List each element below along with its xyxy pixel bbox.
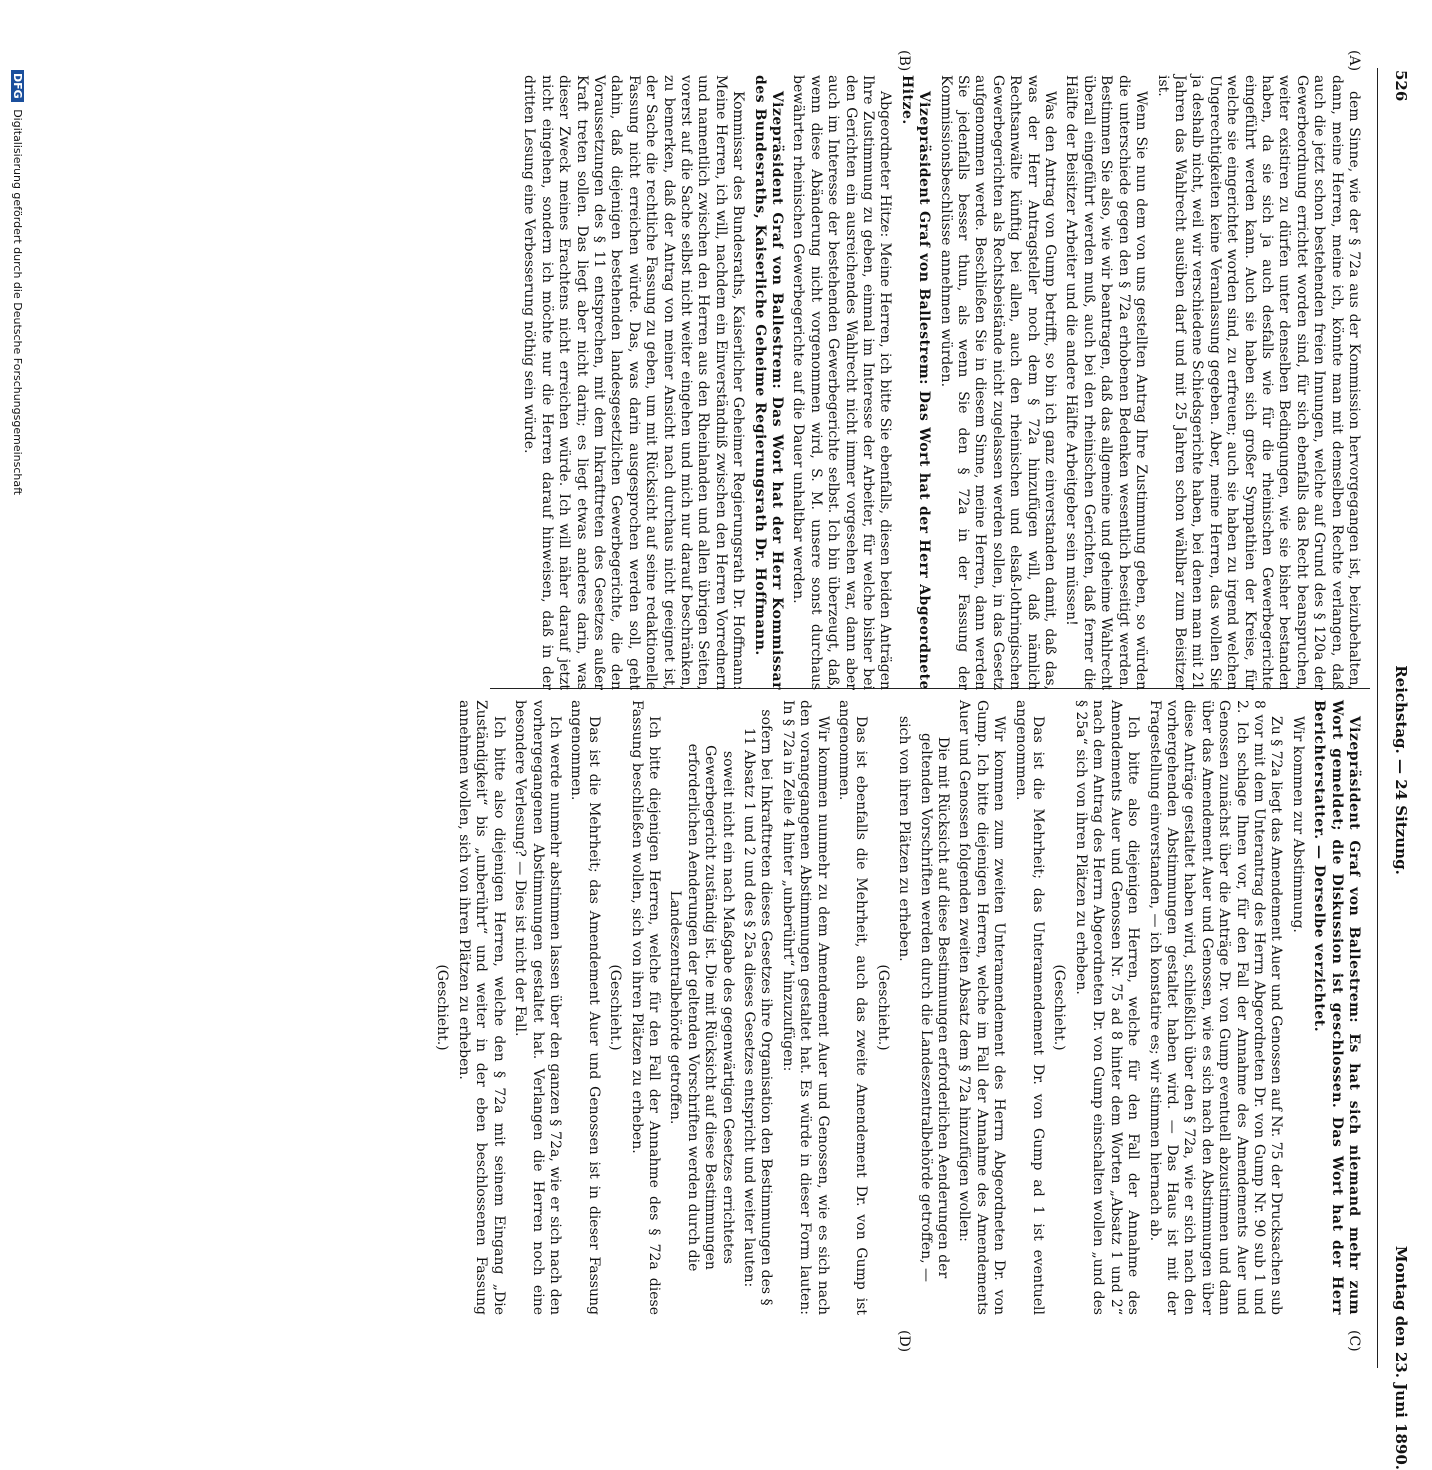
- right-column-paragraph: Wir kommen nunmehr zu dem Amendement Auer und Genossen, wie es sich nach den vorangegangenen Abstimmungen gestaltet hat. Es würde in dieser Form lauten: In § 72a in Zeile 4 hinter „unberührt“ hinzuzufügen:: [779, 700, 831, 1315]
- session-date: Montag den 23. Juni 1890.: [1392, 1245, 1410, 1470]
- left-column-paragraph: Was den Antrag von Gump betrifft, so bin ich ganz einverstanden damit, daß das, was der Herr Antragsteller noch dem § 72a hinzufügen will, daß nämlich Rechtsanwälte künftig bei allen, auch den rheinischen und elsaß-lothringischen Gewerbegerichten als Rechtsbeistände nicht zugelassen werden sollen, in das Gesetz aufgenommen werde. Beschließen Sie in diesem Sinne, meine Herren, dann werden Sie jedenfalls besser thun, als wenn Sie den § 72a in der Fassung der Kommissionsbeschlüsse annehmen würden.: [937, 75, 1059, 690]
- left-column-paragraph: Vizepräsident Graf von Ballestrem: Das Wort hat der Herr Kommissar des Bundesraths, Kaiserliche Geheime Regierungsrath Dr. Hoffmann.: [751, 75, 785, 690]
- right-column-paragraph: Das ist ebenfalls die Mehrheit, auch das zweite Amendement Dr. von Gump ist angenommen.: [836, 700, 870, 1315]
- right-column-paragraph: Vizepräsident Graf von Ballestrem: Es hat sich niemand mehr zum Wort gemeldet; die Diskussion ist geschlossen. Das Wort hat der Herr Berichterstatter. — Derselbe verzichtet.: [1311, 700, 1362, 1315]
- left-column-paragraph: Vizepräsident Graf von Ballestrem: Das Wort hat der Herr Abgeordnete Hitze.: [898, 75, 933, 690]
- footer-text: Digitalisierung gefördert durch die Deutsche Forschungsgemeinschaft: [11, 109, 24, 496]
- right-column-paragraph: sich von ihren Plätzen zu erheben.: [896, 716, 913, 962]
- dfg-logo: DFG: [11, 70, 24, 102]
- left-column-paragraph: dem Sinne, wie der § 72a aus der Kommission hervorgegangen ist, beizubehalten, dann, meine Herren, meine ich, könnte man mit demselben Rechte verlangen, daß auch die jetzt schon bestehenden freien Innungen, welche auf Grund des § 120a der Gewerbeordnung errichtet worden sind, für sich ebenfalls das Recht beanspruchen, weiter existiren zu dürfen unter denselben Bedingungen, wie sie bisher bestanden haben, da sie sich ja auch desfalls wie für die rheinischen Gewerbegerichte eingeführt werden kann. Auch sie haben sich großer Sympathien der Kreise, für welche sie eingerichtet worden sind, zu erfreuen; auch sie haben zu irgend welchen Ungerechtigkeiten keine Veranlassung gegeben. Aber, meine Herren, das wollen Sie ja deshalb nicht, weil wir verschiedene Schiedsgerichte haben, bei denen man mit 21 Jahren das Wahlrecht ausüben darf und mit 25 Jahren schon wählbar zum Beisitzer ist.: [1154, 75, 1362, 690]
- right-column-paragraph: (Geschieht.): [434, 964, 451, 1051]
- right-column-paragraph: Ich werde nunmehr abstimmen lassen über den ganzen § 72a, wie er sich nach den vorhergegangenen Abstimmungen gestaltet hat. Verlangen die Herren noch eine besondere Verlesung? — Dies ist nicht der Fall.: [512, 700, 563, 1315]
- page-title: Reichstag. — 24 Sitzung.: [1392, 665, 1410, 875]
- right-column-paragraph: Zu § 72a liegt das Amendement Auer und Genossen auf Nr. 75 der Drucksachen sub 8 vor mit dem Unterantrag des Herrn Abgeordneten Dr. von Gump Nr. 90 sub 1 und 2. Ich schlage Ihnen vor, für den Fall der Annahme des Amendements Auer und Genossen zunächst über die Anträge Dr. von Gump eventuell abzustimmen und dann über das Amendement Auer und Genossen, wie es sich nach den Abstimmungen über diese Anträge gestaltet haben wird, schließlich über den § 72a, wie er sich nach den vorhergehenden Abstimmungen gestaltet haben wird. — Das Haus ist mit der Fragestellung einverstanden, — ich konstatire es; wir stimmen hiernach ab.: [1146, 700, 1285, 1315]
- right-column-paragraph: Wir kommen zur Abstimmung.: [1289, 716, 1306, 933]
- left-column-paragraph: Abgeordneter Hitze: Meine Herren, ich bitte Sie ebenfalls, diesen beiden Anträgen Ihre Zustimmung zu geben, einmal im Interesse der Arbeiter, für welche bisher bei den Gerichten ein ausreichendes Wahlrecht nicht immer vorgesehen war, dann aber auch im Interesse der bestehenden Gewerbegerichte selbst. Ich bin überzeugt, daß, wenn diese Abänderung nicht vorgenommen wird, S. M. unsere sonst durchaus bewährten rheinischen Gewerbegerichte auf die Dauer unhaltbar werden.: [790, 75, 894, 690]
- left-column-paragraph: Wenn Sie nun dem von uns gestellten Antrag Ihre Zustimmung geben, so würden die unterschiede gegen den § 72a erhobenen Bedenken wesentlich beseitigt werden. Bestimmen Sie also, wie wir beantragen, daß das allgemeine und geheime Wahlrecht überall eingeführt werden muß, auch bei den rheinischen Gerichten, daß ferner die Hälfte der Beisitzer Arbeiter und die andere Hälfte Arbeitgeber sein müssen!: [1063, 75, 1150, 690]
- left-column: [516, 75, 1362, 690]
- right-column-paragraph: Ich bitte also diejenigen Herren, welche für den Fall der Annahme des Amendements Auer und Genossen Nr. 75 ad 8 hinter dem Worten „Absatz 1 und 2“ nach dem Antrag des Herrn Abgeordneten Dr. von Gump einschalten wollen „und des § 25a“ sich von ihren Plätzen zu erheben.: [1072, 700, 1142, 1315]
- right-column-paragraph: Das ist die Mehrheit; das Amendement Auer und Genossen ist in dieser Fassung angenommen.: [568, 700, 602, 1315]
- right-column-paragraph: sofern bei Inkrafttreten dieses Gesetzes ihre Organisation den Bestimmungen des § 11 Absatz 1 und 2 und des § 25a dieses Gesetzes entspricht und weiter lauten:: [741, 709, 775, 1306]
- margin-marker-c: (C): [1346, 1330, 1362, 1352]
- right-column-paragraph: soweit nicht ein nach Maßgabe des gegenwärtigen Gesetzes errichtetes Gewerbegericht zuständig ist. Die mit Rücksicht auf diese Bestimmungen erforderlichen Aenderungen der geltenden Vorschriften werden durch die Landeszentralbehörde getroffen.: [667, 743, 736, 1272]
- header-rule: [1377, 68, 1378, 1368]
- footer: [11, 70, 24, 495]
- margin-marker-a: (A): [1346, 50, 1362, 72]
- column-divider: [490, 688, 1370, 689]
- right-column-paragraph: (Geschieht.): [1051, 964, 1068, 1051]
- right-column: [429, 700, 1362, 1315]
- right-column-paragraph: Ich bitte also diejenigen Herren, welche den § 72a mit seinem Eingang „Die Zuständigkeit“ bis „unberührt“ und weiter in der eben beschlossenen Fassung annehmen wollen, sich von ihren Plätzen zu erheben.: [455, 700, 507, 1315]
- right-column-paragraph: Ich bitte diejenigen Herren, welche für den Fall der Annahme des § 72a diese Fassung beschließen wollen, sich von ihren Plätzen zu erheben.: [628, 700, 662, 1315]
- margin-marker-b: (B): [896, 50, 912, 72]
- right-column-paragraph: (Geschieht.): [607, 964, 624, 1051]
- right-column-paragraph: Das ist die Mehrheit; das Unteramendement Dr. von Gump ad 1 ist eventuell angenommen.: [1012, 700, 1047, 1315]
- page-number: 526: [1392, 70, 1410, 102]
- right-column-paragraph: Die mit Rücksicht auf diese Bestimmungen erforderlichen Aenderungen der geltenden Vorschriften werden durch die Landeszentralbehörde getroffen, —: [917, 732, 952, 1283]
- right-column-paragraph: Wir kommen zum zweiten Unteramendement des Herrn Abgeordneten Dr. von Gump. Ich bitte diejenigen Herren, welche im Fall der Annahme des Amendements Auer und Genossen folgenden zweiten Absatz dem § 72a hinzufügen wollen:: [956, 700, 1008, 1315]
- right-column-paragraph: (Geschieht.): [874, 964, 891, 1051]
- left-column-paragraph: Kommissar des Bundesraths, Kaiserlicher Geheimer Regierungsrath Dr. Hoffmann: Meine Herren, ich will, nachdem ein Einverständniß zwischen den Herren Vorrednern und namentlich zwischen den Herren aus den Rheinlanden und allen übrigen Seiten, vorerst auf die Sache selbst nicht weiter eingehen und mich nur darauf beschränken, zu bemerken, daß der Antrag von meiner Ansicht nach durchaus nicht geeignet ist, der Sache die rechtliche Fassung zu geben, um mit Rücksicht auf seine redaktionelle Fassung nicht erreichen würde. Das, was darin ausgesprochen werden soll, geht dahin, daß diejenigen bestehenden landesgesetzlichen Gewerbegerichte, die den Voraussetzungen des § 11 entsprechen, mit dem Inkrafttreten des Gesetzes außer Kraft treten sollen. Das liegt aber nicht darin; es liegt etwas anderes darin, was dieser Zweck meines Erachtens nicht erreichen würde. Ich will näher darauf jetzt nicht eingehen, sondern ich möchte nur die Herren darauf hinweisen, daß in der dritten Lesung eine Verbesserung nöthig sein würde.: [521, 75, 747, 690]
- page-header: [1382, 70, 1410, 1470]
- margin-marker-d: (D): [896, 1330, 912, 1353]
